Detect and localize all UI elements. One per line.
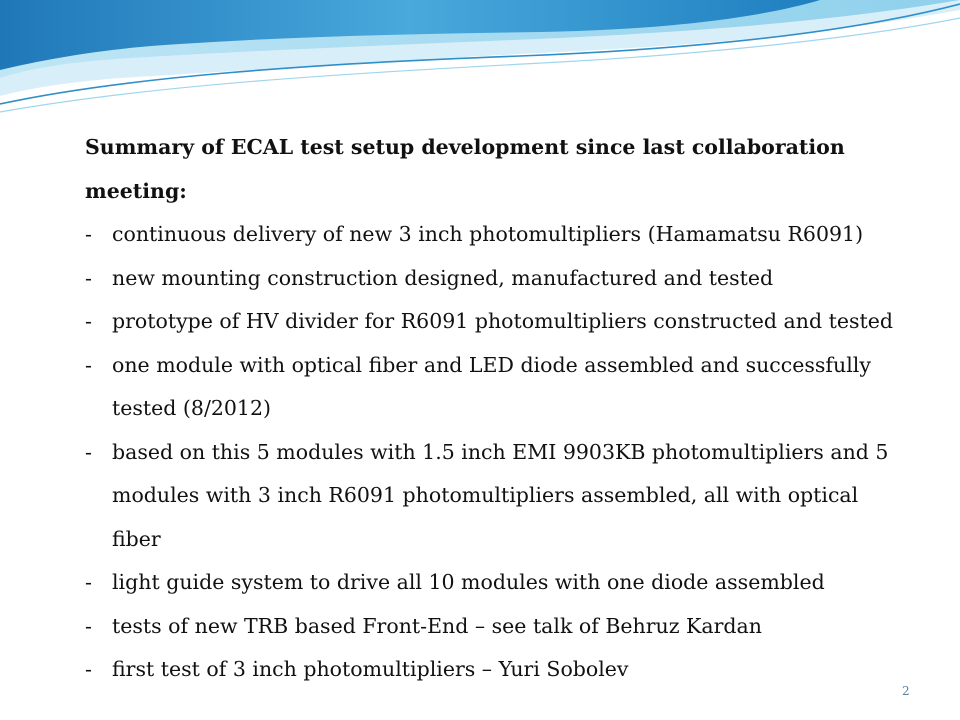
decorative-wave-header — [0, 0, 960, 130]
bullet-dash: - — [85, 222, 92, 246]
bullet-dash: - — [85, 613, 92, 638]
bullet-list — [85, 213, 905, 692]
list-item-text: first test of 3 inch photomultipliers – Yuri Sobolev — [112, 657, 629, 681]
bullet-dash: - — [85, 265, 92, 290]
list-item-text: tests of new TRB based Front-End – see talk of Behruz Kardan — [112, 613, 762, 638]
list-item — [85, 561, 905, 605]
slide-body — [85, 126, 905, 692]
list-item-text: continuous delivery of new 3 inch photomultipliers (Hamamatsu R6091) — [112, 222, 864, 246]
bullet-dash: - — [85, 657, 92, 681]
list-item — [85, 431, 905, 562]
bullet-dash: - — [85, 352, 92, 377]
list-item — [85, 300, 905, 344]
bullet-dash: - — [85, 570, 92, 594]
list-item — [85, 213, 905, 257]
list-item — [85, 605, 905, 649]
list-item — [85, 648, 905, 692]
list-item-text: light guide system to drive all 10 modules with one diode assembled — [112, 570, 825, 594]
bullet-dash: - — [85, 439, 92, 464]
list-item-text: based on this 5 modules with 1.5 inch EMI 9903KB photomultipliers and 5 modules with 3 inch R6091 photomultipliers assembled, all with optical fiber — [112, 439, 889, 551]
list-item — [85, 257, 905, 301]
slide-heading: Summary of ECAL test setup development since last collaboration meeting: — [85, 135, 845, 203]
list-item-text: new mounting construction designed, manufactured and tested — [112, 265, 774, 290]
bullet-dash: - — [85, 309, 92, 333]
list-item-text: one module with optical fiber and LED diode assembled and successfully tested (8/2012) — [112, 352, 871, 420]
list-item — [85, 344, 905, 431]
list-item-text: prototype of HV divider for R6091 photomultipliers constructed and tested — [112, 309, 894, 333]
page-number: 2 — [902, 684, 910, 698]
